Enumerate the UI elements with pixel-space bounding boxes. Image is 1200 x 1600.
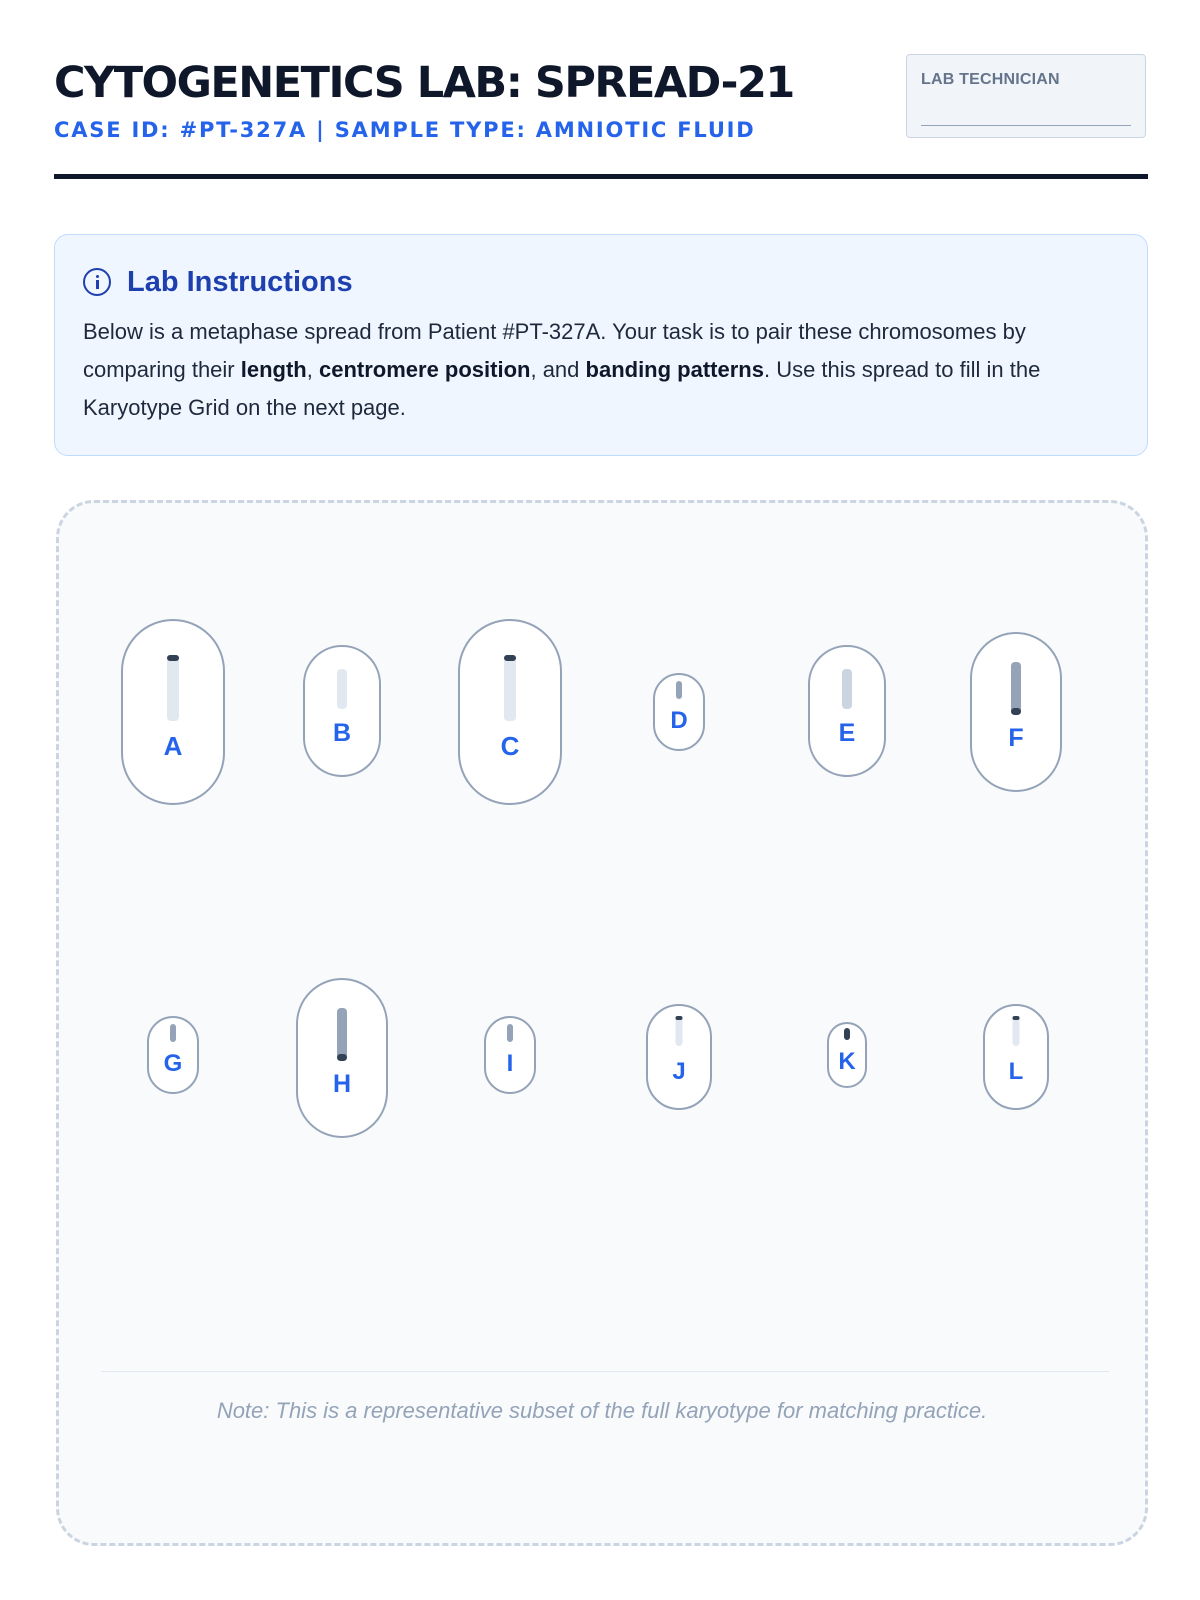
chromosome-label: I xyxy=(506,1050,514,1077)
chromosome-band xyxy=(844,1028,850,1040)
centromere-mark xyxy=(1013,1016,1020,1020)
chromosome-label: A xyxy=(163,731,183,761)
chromosome-label: H xyxy=(332,1070,352,1098)
chromosome-d[interactable] xyxy=(653,673,705,751)
lab-technician-label: LAB TECHNICIAN xyxy=(921,71,1060,88)
chromosome-band xyxy=(167,655,179,721)
chromosome-h[interactable] xyxy=(296,978,388,1138)
chromosome-band xyxy=(842,669,852,709)
centromere-mark xyxy=(504,655,516,661)
chromosome-band xyxy=(676,1016,683,1046)
chromosome-f[interactable] xyxy=(970,632,1062,792)
centromere-mark xyxy=(676,1016,683,1020)
note-divider xyxy=(101,1371,1109,1372)
instructions-text-part: , and xyxy=(530,357,586,382)
chromosome-k[interactable] xyxy=(827,1022,867,1088)
chromosome-band xyxy=(504,655,516,721)
centromere-mark xyxy=(1011,708,1021,715)
instructions-text-part: , xyxy=(306,357,319,382)
chromosome-e[interactable] xyxy=(808,645,886,777)
signature-line xyxy=(921,125,1131,126)
chromosome-label: D xyxy=(670,707,688,734)
chromosome-l[interactable] xyxy=(983,1004,1049,1110)
chromosome-c[interactable] xyxy=(458,619,562,805)
chromosome-band xyxy=(1011,662,1021,714)
page-title: CYTOGENETICS LAB: SPREAD-21 xyxy=(54,58,794,108)
chromosome-label: J xyxy=(672,1058,686,1085)
chromosome-band xyxy=(507,1024,513,1042)
instructions-text xyxy=(83,313,1123,427)
instructions-title: Lab Instructions xyxy=(127,265,353,298)
chromosome-band xyxy=(337,1008,347,1060)
instructions-heading xyxy=(83,265,353,299)
info-icon xyxy=(83,268,111,296)
chromosome-band xyxy=(1013,1016,1020,1046)
centromere-mark xyxy=(167,655,179,661)
instructions-text-part: Below is a metaphase spread from Patient #PT-327A. Your task is to pair these chromosomes by comparing their xyxy=(83,319,1026,382)
keyword-centromere-position: centromere position xyxy=(318,357,531,382)
chromosome-band xyxy=(170,1024,176,1042)
chromosome-j[interactable] xyxy=(646,1004,712,1110)
case-subtitle: CASE ID: #PT-327A | SAMPLE TYPE: AMNIOTIC FLUID xyxy=(54,118,756,142)
metaphase-spread-area xyxy=(56,500,1148,1546)
centromere-mark xyxy=(337,1054,347,1061)
instructions-text-part: . Use this spread to fill in the Karyotype Grid on the next page. xyxy=(83,357,1041,420)
chromosome-a[interactable] xyxy=(121,619,225,805)
chromosome-b[interactable] xyxy=(303,645,381,777)
header-divider xyxy=(54,174,1148,179)
chromosome-label: C xyxy=(500,731,520,761)
chromosome-band xyxy=(337,669,347,709)
chromosome-label: L xyxy=(1008,1058,1024,1085)
chromosome-label: G xyxy=(163,1050,183,1077)
keyword-length: length xyxy=(240,357,307,382)
chromosome-label: K xyxy=(838,1048,856,1075)
lab-instructions-panel xyxy=(54,234,1148,456)
chromosome-label: F xyxy=(1008,724,1024,752)
chromosome-band xyxy=(676,681,682,699)
chromosome-label: E xyxy=(838,719,856,747)
chromosome-g[interactable] xyxy=(147,1016,199,1094)
chromosome-label: B xyxy=(332,719,352,747)
keyword-banding-patterns: banding patterns xyxy=(585,357,764,382)
page-header xyxy=(54,52,1148,180)
lab-technician-field[interactable] xyxy=(906,54,1146,138)
spread-note: Note: This is a representative subset of the full karyotype for matching practice. xyxy=(216,1398,988,1423)
chromosome-i[interactable] xyxy=(484,1016,536,1094)
